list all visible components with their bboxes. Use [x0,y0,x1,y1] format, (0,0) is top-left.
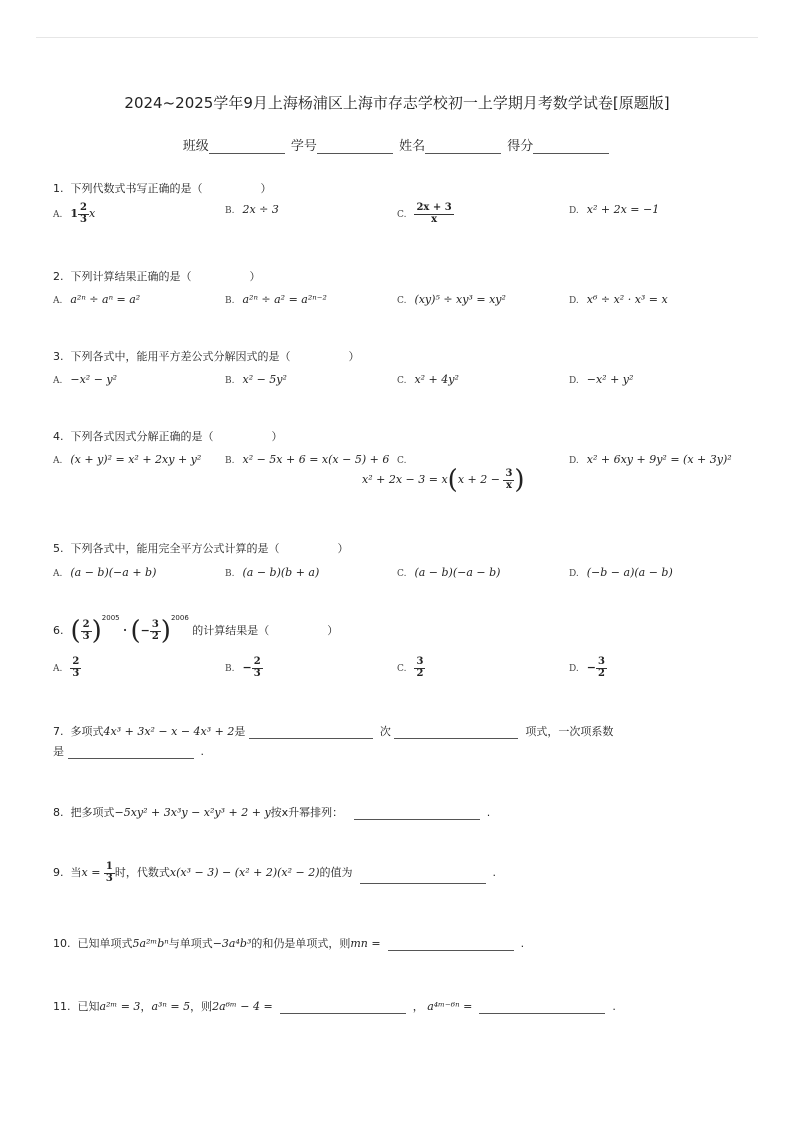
option-label: B. [225,569,235,579]
fraction [596,657,607,679]
denominator: 3 [105,872,113,884]
option-d[interactable] [569,657,607,679]
option-label: A. [53,296,63,306]
score-field[interactable] [533,139,609,154]
period: . [486,806,491,819]
fraction [503,469,514,491]
option-b[interactable] [225,203,279,216]
question-text: 多项式 [70,725,104,738]
option-label: D. [569,664,579,674]
question-number: 5. [53,542,64,555]
expression: a²ᵐ = 3 [99,1000,141,1013]
option-label: C. [397,210,407,220]
denominator: 3 [72,667,80,679]
expression: x(x³ − 3) − (x² + 2)(x² − 2) [169,866,320,879]
option-value: (a − b)(−a − b) [414,566,501,579]
answer-blank[interactable] [280,1001,406,1014]
question-number: 7. [53,725,64,738]
option-d[interactable] [569,453,732,466]
question-number: 9. [53,866,64,879]
option-value: x² + 4y² [414,373,459,386]
option-c[interactable] [397,566,500,579]
expression: 4x³ + 3x² − x − 4x³ + 2 [103,725,235,738]
option-label: D. [569,296,579,306]
class-label: 班级 [182,139,209,154]
period: . [520,937,525,950]
paren-open: ( [130,616,141,646]
question-text: 是 [53,745,64,758]
minus-sign: − [140,624,150,637]
paren-close: ） [249,270,261,283]
question-text: 已知 [77,1000,100,1013]
fraction [70,657,81,679]
option-label: A. [53,210,63,220]
fraction [104,862,115,884]
paren-close: ） [271,430,283,443]
paren-close: ） [337,542,349,555]
option-value: x² + 2x = −1 [586,203,660,216]
option-value: x² − 5x + 6 = x(x − 5) + 6 [242,453,390,466]
question-8 [53,804,490,820]
numerator: 2 [82,619,90,630]
fraction [81,620,92,642]
option-d[interactable] [569,566,673,579]
numerator: 1 [105,861,113,872]
question-number: 3. [53,350,64,363]
question-text: 与单项式 [168,937,213,950]
option-label: B. [225,206,235,216]
option-value: a²ⁿ ÷ a² = a²ⁿ⁻² [242,293,327,306]
option-a[interactable] [53,293,140,306]
option-b[interactable] [225,657,263,679]
option-c[interactable] [397,203,454,225]
denominator: x [505,479,512,491]
score-label: 得分 [507,139,534,154]
dot-operator: · [123,624,127,637]
question-6 [53,616,338,646]
question-7-line-2 [53,743,204,759]
question-number: 4. [53,430,64,443]
question-text: 下列各式中，能用平方差公式分解因式的是（ [70,350,291,363]
expression: a³ⁿ = 5 [151,1000,191,1013]
option-value: a²ⁿ ÷ aⁿ = a² [70,293,141,306]
question-text: 次 [379,725,391,738]
question-text: 的值为 [319,866,353,879]
question-text: ，则 [190,1000,213,1013]
expression: mn = [350,937,381,950]
question-text: 的和仍是单项式，则 [251,937,351,950]
denominator: 2 [151,630,159,642]
question-number: 2. [53,270,64,283]
expression: −3a⁴b³ [212,937,252,950]
denominator: 2 [416,667,424,679]
question-text: ， [412,1000,424,1013]
answer-blank[interactable] [68,746,194,759]
denominator: 3 [253,667,261,679]
answer-blank[interactable] [388,938,514,951]
question-text: 时，代数式 [114,866,170,879]
option-label: C. [397,376,407,386]
option-value: (xy)⁵ ÷ xy³ = xy² [414,293,506,306]
student-id-label: 学号 [290,139,317,154]
option-a[interactable] [53,566,156,579]
option-value: x + 2 − [457,473,500,486]
question-2 [53,268,261,284]
numerator: 3 [597,656,605,667]
question-text: 当 [70,866,82,879]
option-value: x² + 6xy + 9y² = (x + 3y)² [586,453,732,466]
option-value: (x + y)² = x² + 2xy + y² [70,453,202,466]
option-a[interactable] [53,657,81,679]
name-field[interactable] [425,139,501,154]
option-value: −x² − y² [70,373,118,386]
option-value: x² + 2x − 3 = x [362,473,448,486]
student-info-row [0,135,794,154]
period: . [200,745,204,758]
question-text: ， [140,1000,152,1013]
question-3 [53,348,360,364]
question-number: 6. [53,624,64,637]
option-value: x² − 5y² [242,373,287,386]
expression: a⁴ᵐ⁻⁶ⁿ = [427,1000,473,1013]
option-value: (a − b)(−a + b) [70,566,157,579]
answer-blank[interactable] [394,726,518,739]
variable: x [89,207,96,220]
option-value: 1 [70,207,79,220]
name-label: 姓名 [399,139,426,154]
option-label: B. [225,664,235,674]
numerator: 3 [151,619,159,630]
option-label: C. [397,664,407,674]
option-a[interactable] [53,203,95,225]
question-7 [53,723,613,739]
answer-blank[interactable] [249,726,373,739]
paren-close: ) [91,616,102,646]
numerator: 3 [505,468,513,479]
class-field[interactable] [209,139,285,154]
option-value: (a − b)(b + a) [242,566,320,579]
fraction [414,657,425,679]
question-4 [53,428,283,444]
paren-open: ( [70,616,81,646]
answer-blank[interactable] [479,1001,605,1014]
option-value: (−b − a)(a − b) [586,566,673,579]
question-text: 下列代数式书写正确的是（ [70,182,203,195]
option-label: D. [569,206,579,216]
question-text: 下列计算结果正确的是（ [70,270,192,283]
question-text: 下列各式因式分解正确的是（ [70,430,214,443]
question-9 [53,862,496,884]
paren-close: ） [327,624,339,637]
exponent: 2005 [101,614,120,622]
expression: 5a²ᵐbⁿ [132,937,169,950]
fraction [414,203,453,225]
header-rule [36,37,758,38]
option-d[interactable] [569,203,659,216]
option-c[interactable] [397,657,425,679]
option-label: B. [225,296,235,306]
fraction [150,620,161,642]
question-number: 10. [53,937,71,950]
option-c-expression [362,465,525,495]
denominator: x [431,213,438,225]
option-label: D. [569,456,579,466]
option-b[interactable] [225,293,327,306]
option-label: B. [225,376,235,386]
numerator: 2 [253,656,261,667]
option-c[interactable] [397,293,506,306]
option-b[interactable] [225,373,287,386]
option-d[interactable] [569,373,633,386]
option-label: D. [569,376,579,386]
numerator: 3 [416,656,424,667]
question-text: 是 [234,725,246,738]
fraction [78,203,89,225]
option-label: A. [53,664,63,674]
option-label: C. [397,456,407,466]
paren-open: ( [447,465,458,495]
denominator: 3 [82,630,90,642]
option-label: B. [225,456,235,466]
option-b[interactable] [225,566,319,579]
minus-sign: − [242,661,252,674]
question-text: 把多项式 [70,806,115,819]
question-number: 8. [53,806,64,819]
question-text: 项式，一次项系数 [525,725,614,738]
option-label: D. [569,569,579,579]
option-value: −x² + y² [586,373,634,386]
paren-close: ) [160,616,171,646]
period: . [492,866,497,879]
question-number: 1. [53,182,64,195]
exponent: 2006 [170,614,189,622]
paren-close: ） [348,350,360,363]
numerator: 2 [80,202,87,213]
minus-sign: − [586,661,596,674]
option-label: A. [53,376,63,386]
expression: −5xy² + 3x³y − x²y³ + 2 + y [114,806,271,819]
answer-blank[interactable] [354,807,480,820]
expression: 2a⁶ᵐ − 4 = [212,1000,273,1013]
question-text: 按x升幂排列： [270,806,344,819]
question-5 [53,540,349,556]
option-value: 2x ÷ 3 [242,203,279,216]
question-number: 11. [53,1000,71,1013]
question-10 [53,935,524,951]
question-text: 已知单项式 [77,937,133,950]
numerator: 2 [72,656,80,667]
question-text: 下列各式中，能用完全平方公式计算的是（ [70,542,280,555]
option-label: C. [397,296,407,306]
option-a[interactable] [53,453,201,466]
expression: x = [81,866,101,879]
option-label: A. [53,456,63,466]
fraction [252,657,263,679]
option-a[interactable] [53,373,117,386]
answer-blank[interactable] [360,871,486,884]
question-text: 的计算结果是（ [192,624,270,637]
option-d[interactable] [569,293,668,306]
numerator: 2x + 3 [416,202,452,213]
question-11 [53,998,616,1014]
question-1 [53,180,272,196]
student-id-field[interactable] [317,139,393,154]
paren-close: ） [260,182,272,195]
denominator: 2 [597,667,605,679]
paren-close: ) [514,465,525,495]
denominator: 3 [80,213,87,225]
option-label: C. [397,569,407,579]
period: . [612,1000,616,1013]
option-value: x⁶ ÷ x² · x³ = x [586,293,668,306]
page-title: 2024~2025学年9月上海杨浦区上海市存志学校初一上学期月考数学试卷[原题版] [124,94,670,112]
option-label: A. [53,569,63,579]
option-c[interactable] [397,373,459,386]
